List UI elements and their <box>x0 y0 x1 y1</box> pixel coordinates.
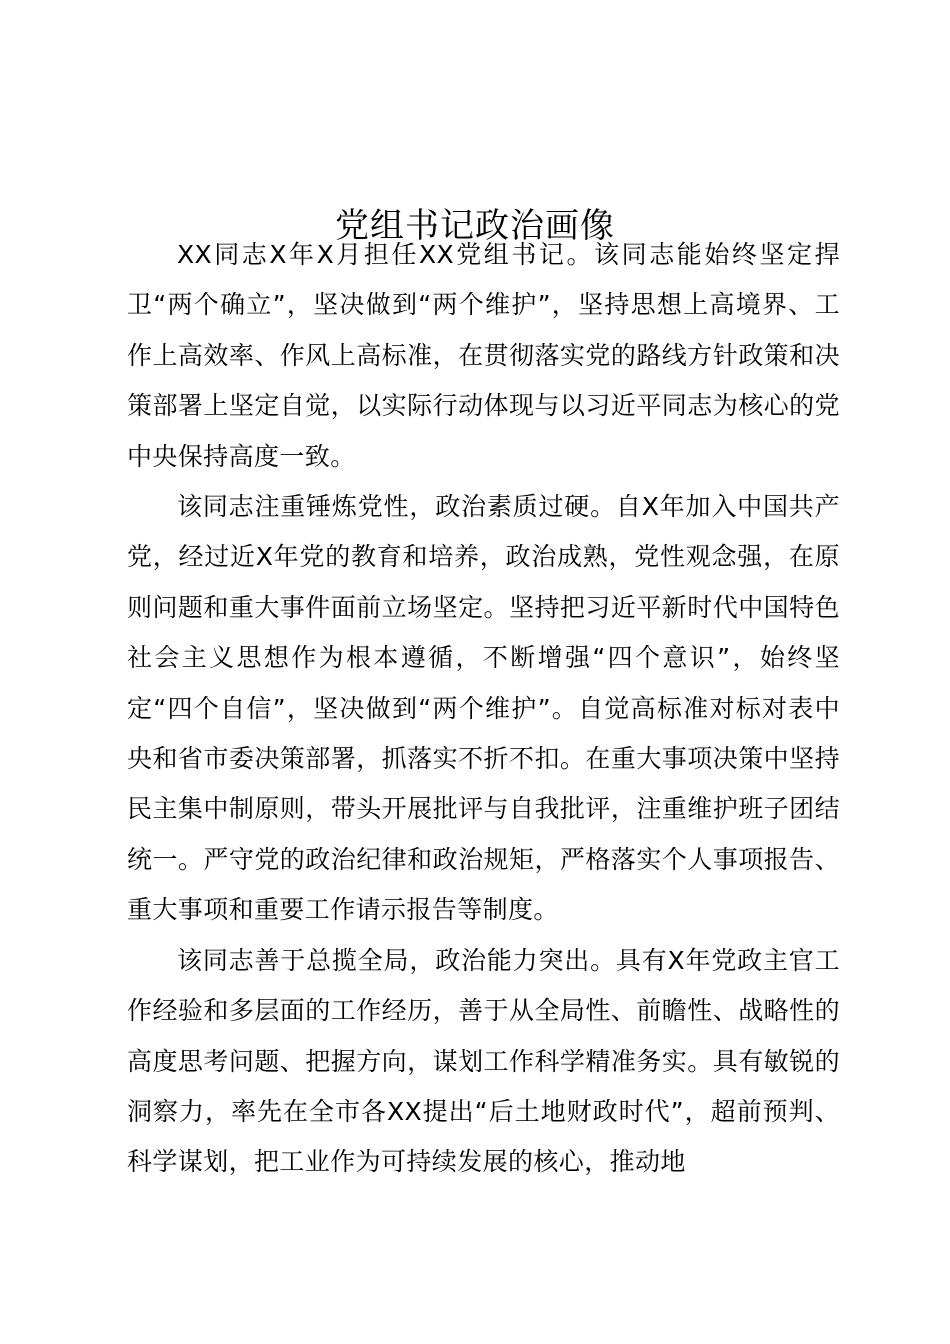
paragraph-political-ability: 该同志善于总揽全局，政治能力突出。具有X年党政主官工作经验和多层面的工作经历，善于从全局性、前瞻性、战略性的高度思考问题、把握方向，谋划工作科学精准务实。具有敏锐的洞察力，率先在全市各XX提出“后土地财政时代”，超前预判、科学谋划，把工业作为可持续发展的核心，推动地 <box>127 945 840 1177</box>
paragraph-party-spirit: 该同志注重锤炼党性，政治素质过硬。自X年加入中国共产党，经过近X年党的教育和培养，政治成熟，党性观念强，在原则问题和重大事件面前立场坚定。坚持把习近平新时代中国特色社会主义思想作为根本遵循，不断增强“四个意识”，始终坚定“四个自信”，坚决做到“两个维护”。自觉高标准对标对表中央和省市委决策部署，抓落实不折不扣。在重大事项决策中坚持民主集中制原则，带头开展批评与自我批评，注重维护班子团结统一。严守党的政治纪律和政治规矩，严格落实个人事项报告、重大事项和重要工作请示报告等制度。 <box>127 492 840 925</box>
paragraph-appointment: XX同志X年X月担任XX党组书记。该同志能始终坚定捍卫“两个确立”，坚决做到“两个维护”，坚持思想上高境界、工作上高效率、作风上高标准，在贯彻落实党的路线方针政策和决策部署上坚定自觉，以实际行动体现与以习近平同志为核心的党中央保持高度一致。 <box>127 240 840 471</box>
document-title: 党组书记政治画像 <box>335 205 615 246</box>
document-body <box>127 230 840 1188</box>
